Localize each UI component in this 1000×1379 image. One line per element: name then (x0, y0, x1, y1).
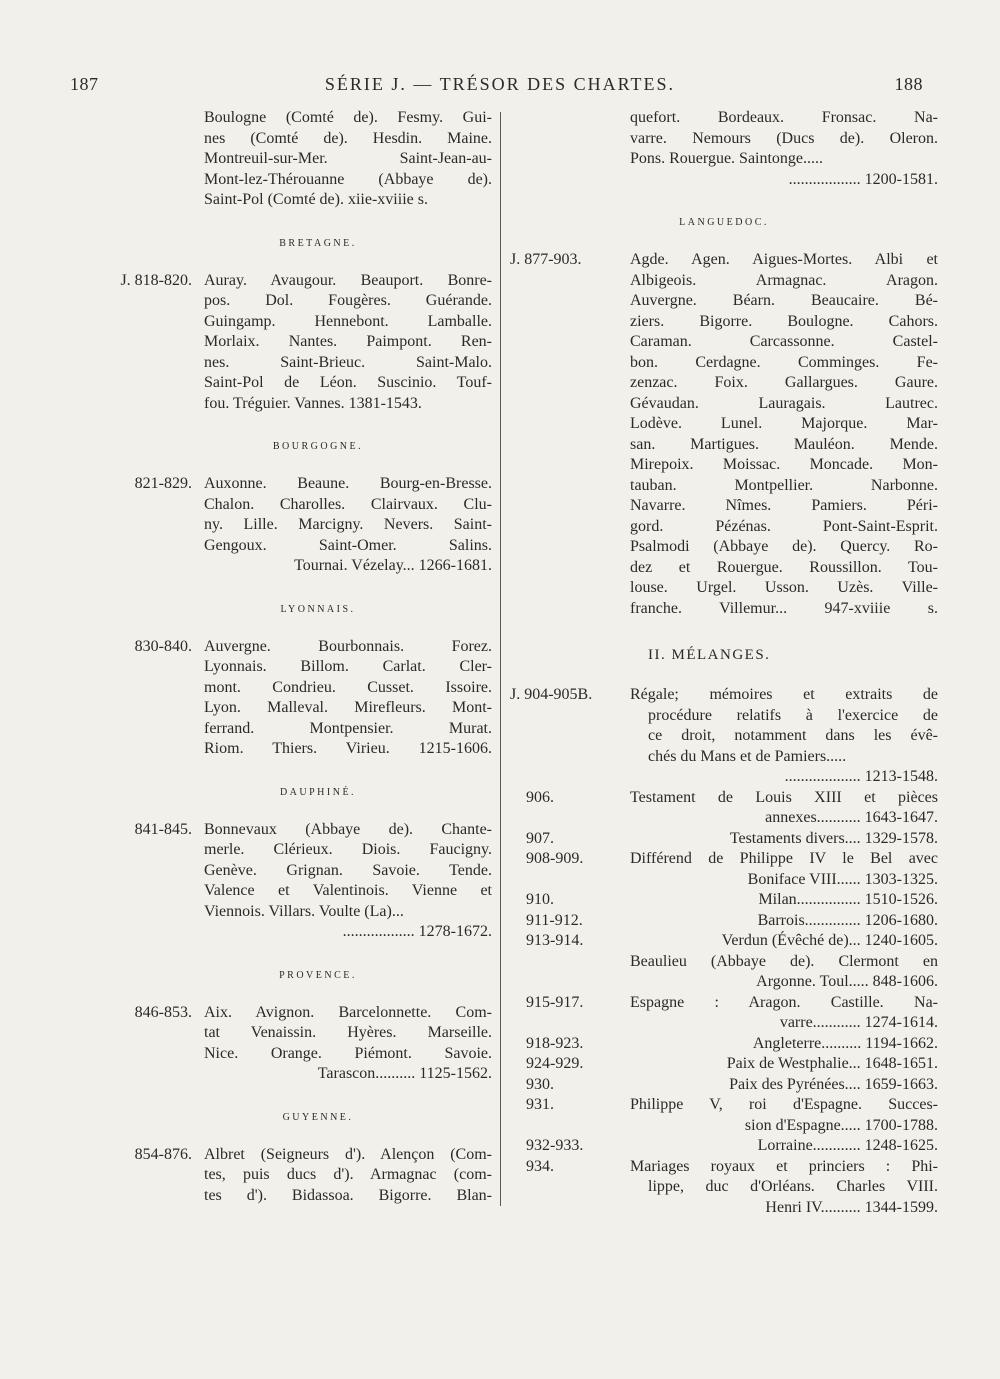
entry-reference: 821-829. (134, 475, 192, 492)
entry-line: annexes........... 1643-1647. (765, 809, 938, 826)
section-heading: II. MÉLANGES. (648, 647, 771, 663)
entry-line: Mirepoix. Moissac. Moncade. Mon- (630, 456, 938, 473)
entry-line: Boulogne (Comté de). Fesmy. Gui- (204, 109, 492, 126)
entry-line: dez et Rouergue. Roussillon. Tou- (630, 558, 938, 576)
entry-line: ................... 1213-1548. (784, 768, 938, 785)
entry-bretagne (62, 271, 492, 415)
entry-line: Bonnevaux (Abbaye de). Chante- (204, 820, 492, 838)
entry-line: Lyonnais. Billom. Carlat. Cler- (204, 658, 492, 675)
list-item (508, 849, 938, 890)
entry-line: ziers. Bigorre. Boulogne. Cahors. (630, 312, 938, 330)
entry-line: Saint-Pol de Léon. Suscinio. Touf- (204, 374, 492, 391)
entry-line: Genève. Grignan. Savoie. Tende. (204, 861, 492, 879)
list-item (508, 685, 938, 788)
entry-line: Navarre. Nîmes. Pamiers. Péri- (630, 497, 938, 514)
list-item (508, 1136, 938, 1157)
entry-line: sion d'Espagne..... 1700-1788. (744, 1116, 938, 1134)
entry-reference: 931. (526, 1096, 554, 1113)
entry-line: Gengoux. Saint-Omer. Salins. (204, 536, 492, 554)
entry-line: pos. Dol. Fougères. Guérande. (204, 292, 492, 309)
entry-reference: 846-853. (134, 1003, 192, 1021)
entry-line: Auvergne. Béarn. Beaucaire. Bé- (630, 292, 938, 309)
entry-reference: 854-876. (134, 1145, 192, 1163)
entry-line: bon. Cerdagne. Comminges. Fe- (630, 353, 938, 371)
region-heading: BRETAGNE. (279, 237, 357, 249)
entry-line: Argonne. Toul..... 848-1606. (756, 973, 938, 990)
entry-line: Tournai. Vézelay... 1266-1681. (294, 557, 492, 574)
entry-provence (62, 1003, 492, 1085)
entry-line: Aix. Avignon. Barcelonnette. Com- (204, 1003, 492, 1021)
entry-line: varre............ 1274-1614. (779, 1014, 938, 1031)
entry-line: Albret (Seigneurs d'). Alençon (Com- (204, 1145, 492, 1163)
entry-line: varre. Nemours (Ducs de). Oleron. (630, 129, 938, 147)
entry-line: Différend de Philippe IV le Bel avec (630, 850, 938, 867)
entry-line: Paix des Pyrénées.... 1659-1663. (729, 1075, 938, 1093)
entry-line: Agde. Agen. Aigues-Mortes. Albi et (630, 251, 938, 268)
entry-reference: 934. (526, 1157, 554, 1175)
entry-line: Angleterre.......... 1194-1662. (752, 1034, 938, 1052)
entry-line: Psalmodi (Abbaye de). Quercy. Ro- (630, 538, 938, 555)
entry-guyenne (62, 1145, 492, 1207)
entry-reference: 911-912. (526, 911, 583, 929)
entry-line: tes d'). Bidassoa. Bigorre. Blan- (204, 1186, 492, 1204)
entry-line: Montreuil-sur-Mer. Saint-Jean-au- (204, 150, 492, 167)
entry-reference: 906. (526, 788, 554, 806)
list-item (508, 890, 938, 911)
list-item (508, 993, 938, 1034)
entry-languedoc (508, 250, 938, 619)
melanges-list (508, 685, 938, 1218)
entry-reference: J. 904-905B. (510, 686, 593, 703)
running-title: SÉRIE J. — TRÉSOR DES CHARTES. (324, 74, 676, 94)
entry-line: Henri IV.......... 1344-1599. (765, 1198, 938, 1216)
column-divider (500, 112, 501, 1206)
entry-line: Beaulieu (Abbaye de). Clermont en (630, 952, 938, 970)
entry-line: procédure relatifs à l'exercice de (648, 706, 938, 724)
entry-line: Auxonne. Beaune. Bourg-en-Bresse. (204, 475, 492, 492)
entry-line: franche. Villemur... 947-xviiie s. (630, 599, 938, 617)
entry-line: lippe, duc d'Orléans. Charles VIII. (648, 1178, 938, 1195)
entry-reference: J. 877-903. (510, 251, 582, 268)
entry-continued (62, 108, 492, 211)
entry-line: Guingamp. Hennebont. Lamballe. (204, 312, 492, 330)
entry-line: tauban. Montpellier. Narbonne. (630, 476, 938, 494)
entry-line: Pons. Rouergue. Saintonge..... (630, 150, 824, 167)
entry-bourgogne (62, 474, 492, 577)
entry-line: Gévaudan. Lauragais. Lautrec. (630, 394, 938, 412)
region-heading: BOURGOGNE. (272, 441, 364, 452)
entry-line: Barrois.............. 1206-1680. (757, 911, 938, 929)
entry-line: Tarascon.......... 1125-1562. (317, 1065, 492, 1082)
entry-reference: 907. (526, 829, 554, 847)
entry-line: merle. Clérieux. Diois. Faucigny. (204, 841, 492, 858)
entry-line: Nice. Orange. Piémont. Savoie. (204, 1044, 492, 1062)
entry-line: fou. Tréguier. Vannes. 1381-1543. (204, 394, 422, 412)
entry-line: nes. Saint-Brieuc. Saint-Malo. (204, 353, 492, 371)
entry-line: chés du Mans et de Pamiers..... (648, 747, 847, 765)
entry-dauphine (62, 820, 492, 943)
entry-line: tat Venaissin. Hyères. Marseille. (204, 1024, 492, 1041)
entry-reference: 918-923. (526, 1034, 584, 1052)
entry-line: louse. Urgel. Usson. Uzès. Ville- (630, 579, 938, 596)
entry-lyonnais (62, 637, 492, 760)
entry-line: .................. 1200-1581. (788, 170, 938, 188)
list-item (508, 911, 938, 932)
entry-continued (508, 108, 938, 190)
entry-line: quefort. Bordeaux. Fronsac. Na- (630, 109, 938, 126)
entry-reference: 915-917. (526, 993, 584, 1011)
entry-line: Espagne : Aragon. Castille. Na- (630, 993, 938, 1011)
entry-line: Lorraine............ 1248-1625. (757, 1137, 938, 1154)
entry-line: mont. Condrieu. Cusset. Issoire. (204, 678, 492, 696)
entry-line: tes, puis ducs d'). Armagnac (com- (204, 1166, 492, 1183)
region-heading: PROVENCE. (279, 969, 357, 981)
entry-line: nes (Comté de). Hesdin. Maine. (204, 129, 492, 147)
entry-line: .................. 1278-1672. (342, 923, 492, 940)
list-item (508, 1054, 938, 1075)
entry-line: Auray. Avaugour. Beauport. Bonre- (204, 271, 492, 289)
entry-line: zenzac. Foix. Gallargues. Gaure. (630, 374, 938, 391)
entry-line: Albigeois. Armagnac. Aragon. (630, 271, 938, 289)
entry-line: Caraman. Carcassonne. Castel- (630, 333, 938, 350)
entry-line: Valence et Valentinois. Vienne et (204, 882, 492, 899)
entry-line: Boniface VIII...... 1303-1325. (747, 870, 938, 888)
page-number-left: 187 (70, 74, 99, 94)
entry-line: Milan................ 1510-1526. (758, 891, 938, 908)
entry-line: Morlaix. Nantes. Paimpont. Ren- (204, 333, 492, 350)
entry-reference: 913-914. (526, 932, 584, 949)
entry-line: ce droit, notamment dans les évê- (648, 727, 938, 744)
list-item (508, 1075, 938, 1096)
entry-line: Testaments divers.... 1329-1578. (729, 829, 938, 847)
right-column (508, 108, 938, 1218)
entry-reference: J. 818-820. (120, 271, 192, 289)
list-item (508, 788, 938, 829)
region-heading: GUYENNE. (282, 1111, 354, 1123)
entry-reference: 910. (526, 891, 554, 908)
entry-line: gord. Pézénas. Pont-Saint-Esprit. (630, 517, 938, 535)
entry-line: Lyon. Malleval. Mirefleurs. Mont- (204, 699, 492, 716)
list-item (508, 1157, 938, 1219)
entry-line: Lodève. Lunel. Majorque. Mar- (630, 415, 938, 432)
region-heading: DAUPHINÉ. (279, 786, 357, 798)
entry-line: Auvergne. Bourbonnais. Forez. (204, 637, 492, 655)
entry-line: Verdun (Évêché de)... 1240-1605. (721, 932, 938, 949)
entry-line: Régale; mémoires et extraits de (630, 686, 938, 703)
entry-line: san. Martigues. Mauléon. Mende. (630, 435, 938, 453)
entry-reference: 932-933. (526, 1137, 584, 1154)
entry-line: Saint-Pol (Comté de). xiie-xviiie s. (204, 191, 428, 208)
entry-line: Testament de Louis XIII et pièces (630, 788, 938, 806)
entry-line: Mariages royaux et princiers : Phi- (630, 1157, 938, 1175)
region-heading: LANGUEDOC. (679, 217, 769, 228)
entry-line: Viennois. Villars. Voulte (La)... (204, 902, 404, 920)
entry-line: ny. Lille. Marcigny. Nevers. Saint- (204, 516, 492, 533)
list-item (508, 1034, 938, 1055)
entry-line: Paix de Westphalie... 1648-1651. (726, 1055, 938, 1072)
entry-reference: 930. (526, 1075, 554, 1093)
entry-line: ferrand. Montpensier. Murat. (204, 719, 492, 737)
list-item (508, 1095, 938, 1136)
list-item (508, 931, 938, 993)
left-column (62, 108, 492, 1206)
entry-line: Mont-lez-Thérouanne (Abbaye de). (204, 170, 492, 188)
region-heading: LYONNAIS. (280, 603, 356, 615)
list-item (508, 829, 938, 850)
entry-reference: 908-909. (526, 850, 584, 867)
entry-reference: 841-845. (134, 820, 192, 838)
entry-line: Riom. Thiers. Virieu. 1215-1606. (204, 740, 492, 757)
entry-reference: 924-929. (526, 1055, 584, 1072)
entry-line: Chalon. Charolles. Clairvaux. Clu- (204, 495, 492, 513)
entry-reference: 830-840. (134, 637, 192, 655)
entry-line: Philippe V, roi d'Espagne. Succes- (630, 1096, 938, 1113)
page-number-right: 188 (894, 74, 923, 94)
